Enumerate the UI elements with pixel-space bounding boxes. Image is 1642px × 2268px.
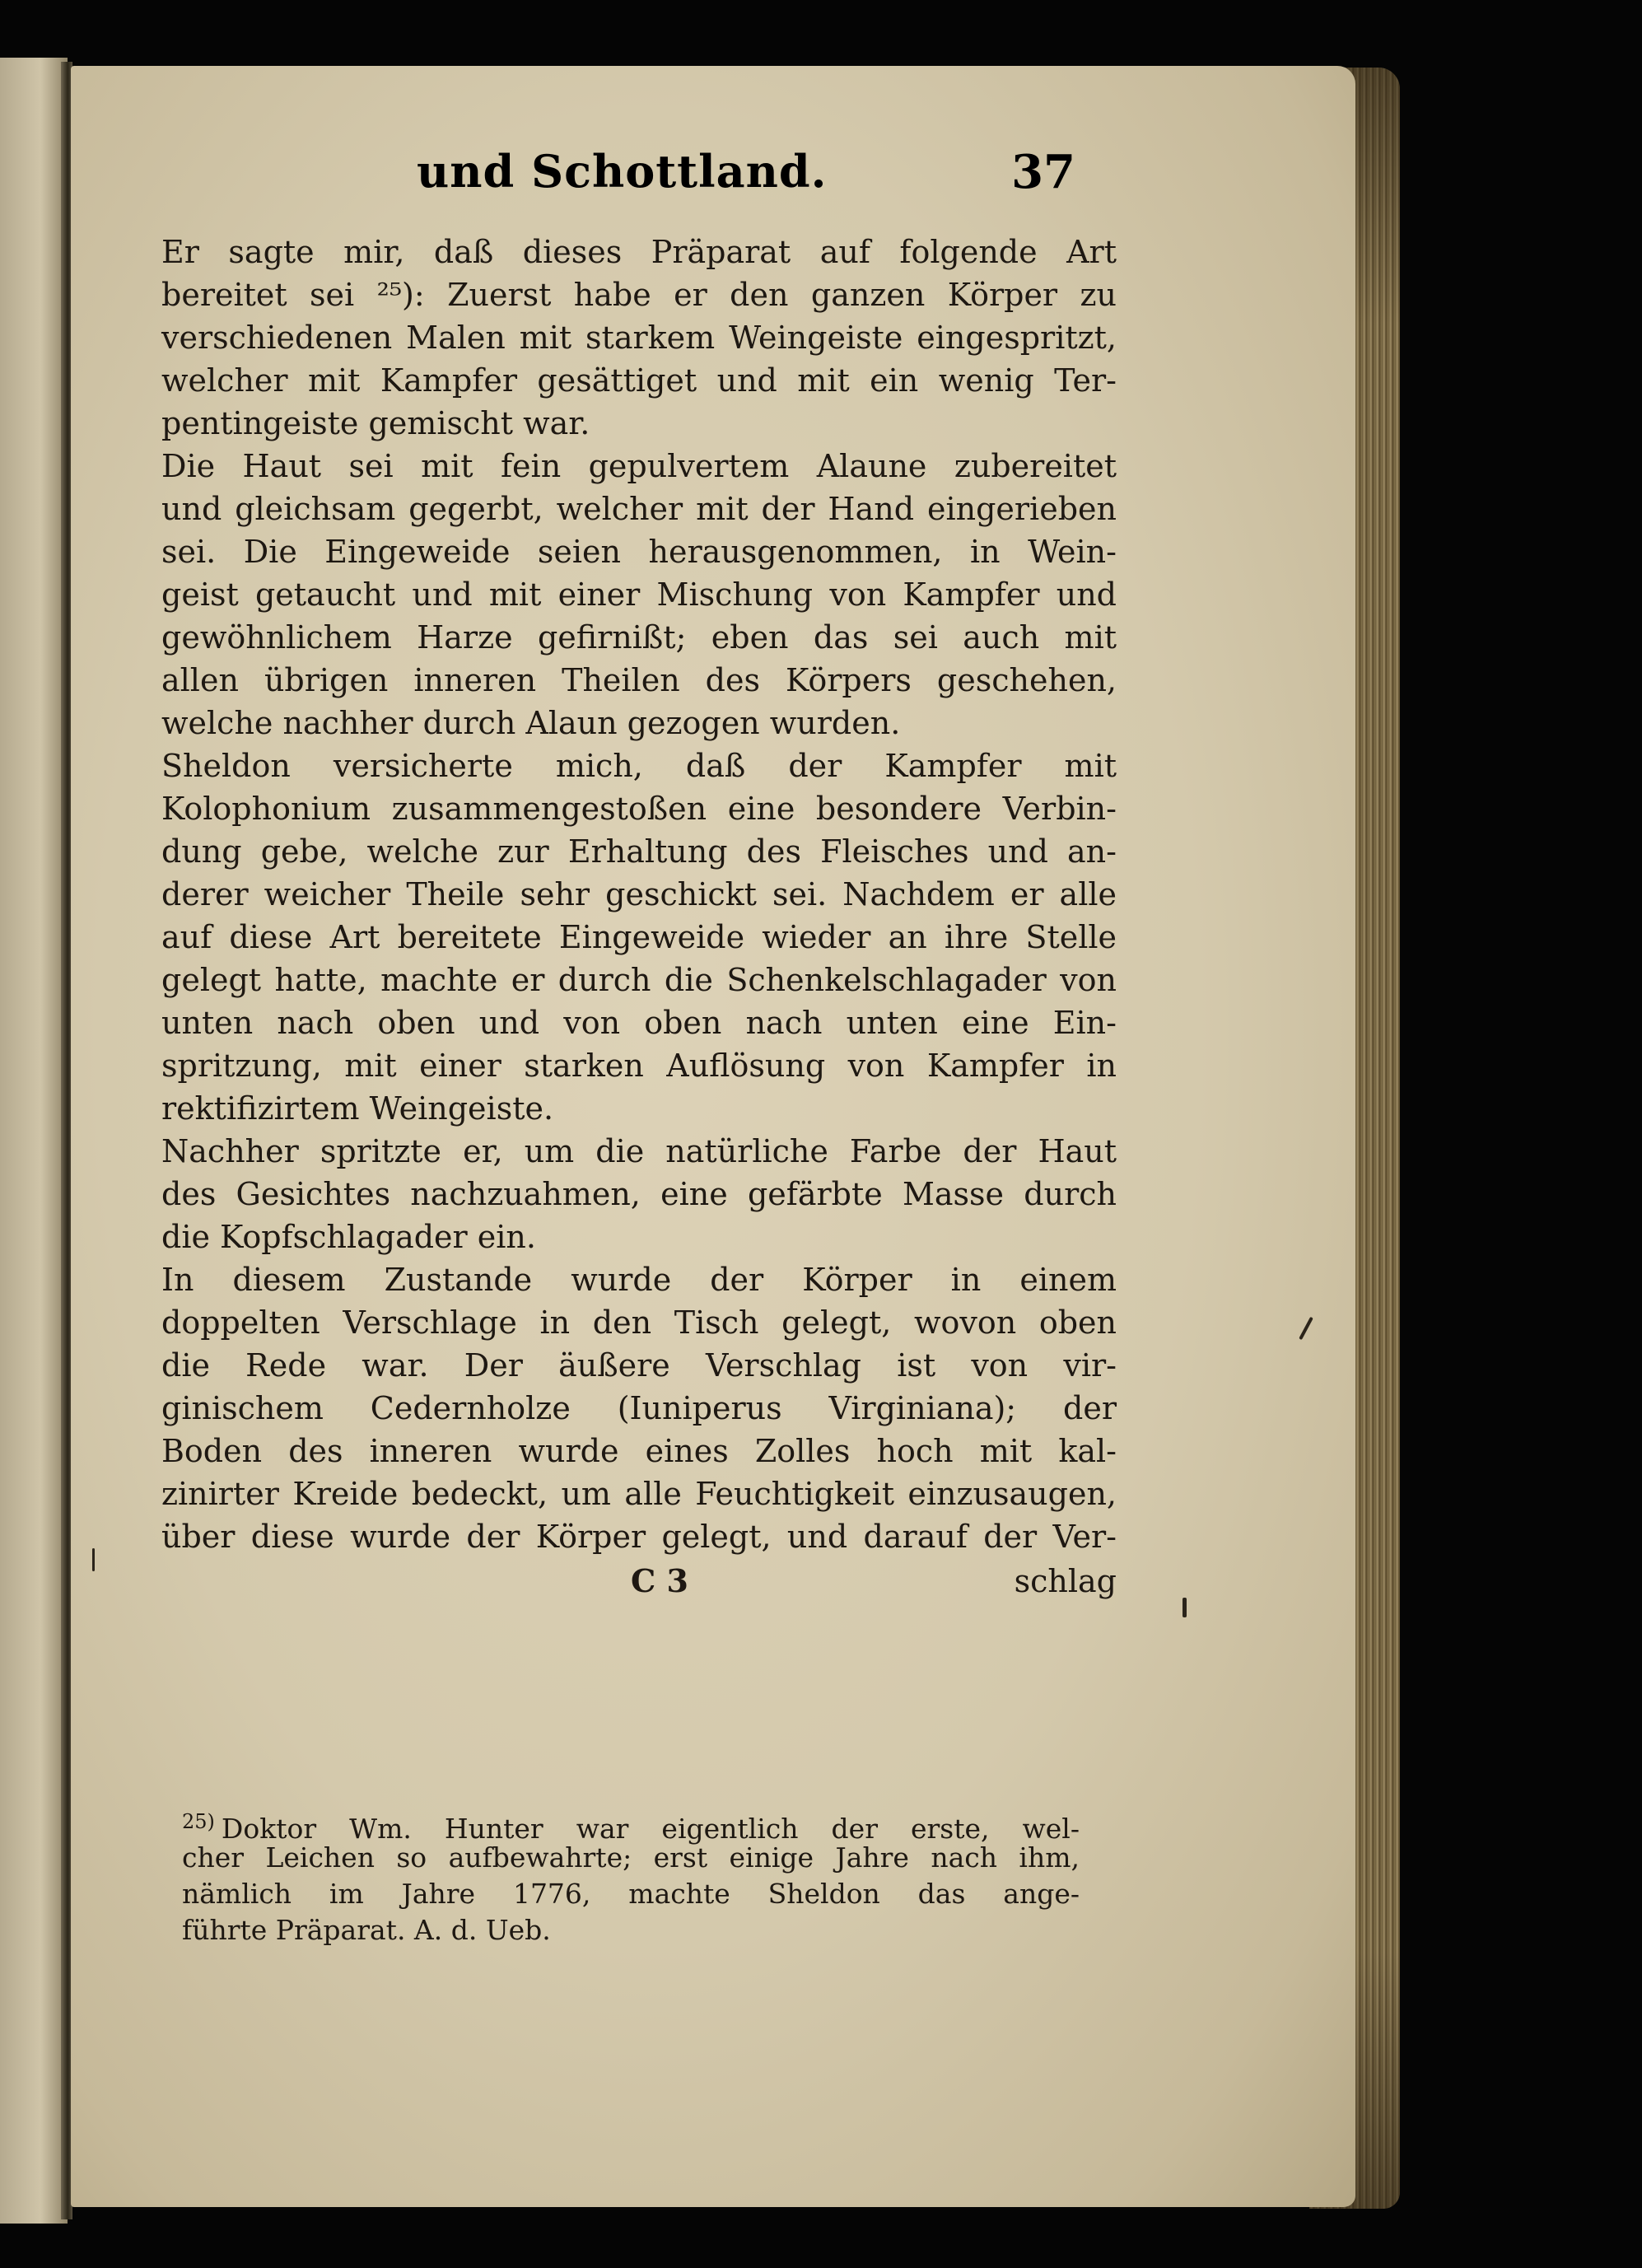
text-line: In diesem Zustande wurde der Körper in einem — [161, 1262, 1117, 1298]
text-line: welche nachher durch Alaun gezogen wurden. — [161, 705, 901, 741]
text-line: spritzung, mit einer starken Auflösung von Kampfer in — [161, 1048, 1117, 1084]
paragraph — [161, 744, 1117, 1130]
page-number: 37 — [1011, 145, 1075, 199]
text-line: gewöhnlichem Harze gefirnißt; eben das sei auch mit — [161, 619, 1117, 656]
text-line: Die Haut sei mit fein gepulvertem Alaune zubereitet — [161, 448, 1117, 484]
paragraph — [161, 1130, 1117, 1258]
text-line: verschiedenen Malen mit starkem Weingeiste eingespritzt, — [161, 320, 1117, 356]
signature-line — [161, 1558, 1117, 1604]
text-line: des Gesichtes nachzuahmen, eine gefärbte Masse durch — [161, 1176, 1117, 1212]
text-line: und gleichsam gegerbt, welcher mit der Hand eingerieben — [161, 491, 1117, 527]
text-line: doppelten Verschlage in den Tisch gelegt, wovon oben — [161, 1304, 1117, 1341]
running-head — [417, 145, 1075, 211]
paragraph — [161, 231, 1117, 445]
paper-mark — [1299, 1317, 1313, 1340]
text-line: Boden des inneren wurde eines Zolles hoch mit kal- — [161, 1433, 1117, 1469]
text-line: rektifizirtem Weingeiste. — [161, 1090, 554, 1127]
text-line: derer weicher Theile sehr geschickt sei. Nachdem er alle — [161, 876, 1117, 912]
text-line: dung gebe, welche zur Erhaltung des Fleisches und an- — [161, 833, 1117, 870]
signature-mark: C 3 — [631, 1562, 688, 1599]
text-line: ginischem Cedernholze (Iuniperus Virginiana); der — [161, 1390, 1117, 1426]
text-line: Sheldon versicherte mich, daß der Kampfer mit — [161, 748, 1117, 784]
footnote-marker: 25) — [182, 1810, 215, 1833]
body-text — [161, 231, 1117, 1604]
paper-mark — [1183, 1598, 1187, 1617]
paragraph — [161, 1258, 1117, 1558]
footnote-line: nämlich im Jahre 1776, machte Sheldon das ange- — [182, 1878, 1080, 1910]
footnote — [182, 1804, 1080, 1948]
book-page — [71, 66, 1355, 2207]
footnote-line: cher Leichen so aufbewahrte; erst einige Jahre nach ihm, — [182, 1841, 1080, 1874]
text-line: allen übrigen inneren Theilen des Körpers geschehen, — [161, 662, 1117, 698]
text-line: gelegt hatte, machte er durch die Schenkelschlagader von — [161, 962, 1117, 998]
paragraph — [161, 445, 1117, 744]
text-line: Er sagte mir, daß dieses Präparat auf folgende Art — [161, 234, 1117, 270]
text-line: über diese wurde der Körper gelegt, und darauf der Ver- — [161, 1519, 1117, 1555]
left-page-edge — [0, 58, 68, 2224]
text-line: sei. Die Eingeweide seien herausgenommen, in Wein- — [161, 534, 1117, 570]
text-line: zinirter Kreide bedeckt, um alle Feuchtigkeit einzusaugen, — [161, 1476, 1117, 1512]
text-line: unten nach oben und von oben nach unten eine Ein- — [161, 1005, 1117, 1041]
text-line: pentingeiste gemischt war. — [161, 405, 590, 441]
footnote-line — [182, 1804, 1080, 1845]
text-line: Kolophonium zusammengestoßen eine besondere Verbin- — [161, 791, 1117, 827]
catchword: schlag — [1014, 1563, 1117, 1599]
text-line: die Rede war. Der äußere Verschlag ist von vir- — [161, 1347, 1117, 1384]
text-line: die Kopfschlagader ein. — [161, 1219, 536, 1255]
footnote-text: Doktor Wm. Hunter war eigentlich der erste, wel- — [221, 1813, 1080, 1845]
text-line: welcher mit Kampfer gesättiget und mit ein wenig Ter- — [161, 362, 1117, 399]
text-line: Nachher spritzte er, um die natürliche Farbe der Haut — [161, 1133, 1117, 1169]
text-line: bereitet sei ²⁵): Zuerst habe er den ganzen Körper zu — [161, 277, 1117, 313]
running-title: und Schottland. — [417, 145, 828, 198]
footnote-line: führte Präparat. A. d. Ueb. — [182, 1914, 551, 1946]
paper-mark — [92, 1548, 95, 1571]
text-line: geist getaucht und mit einer Mischung von Kampfer und — [161, 576, 1117, 613]
text-line: auf diese Art bereitete Eingeweide wieder an ihre Stelle — [161, 919, 1117, 955]
